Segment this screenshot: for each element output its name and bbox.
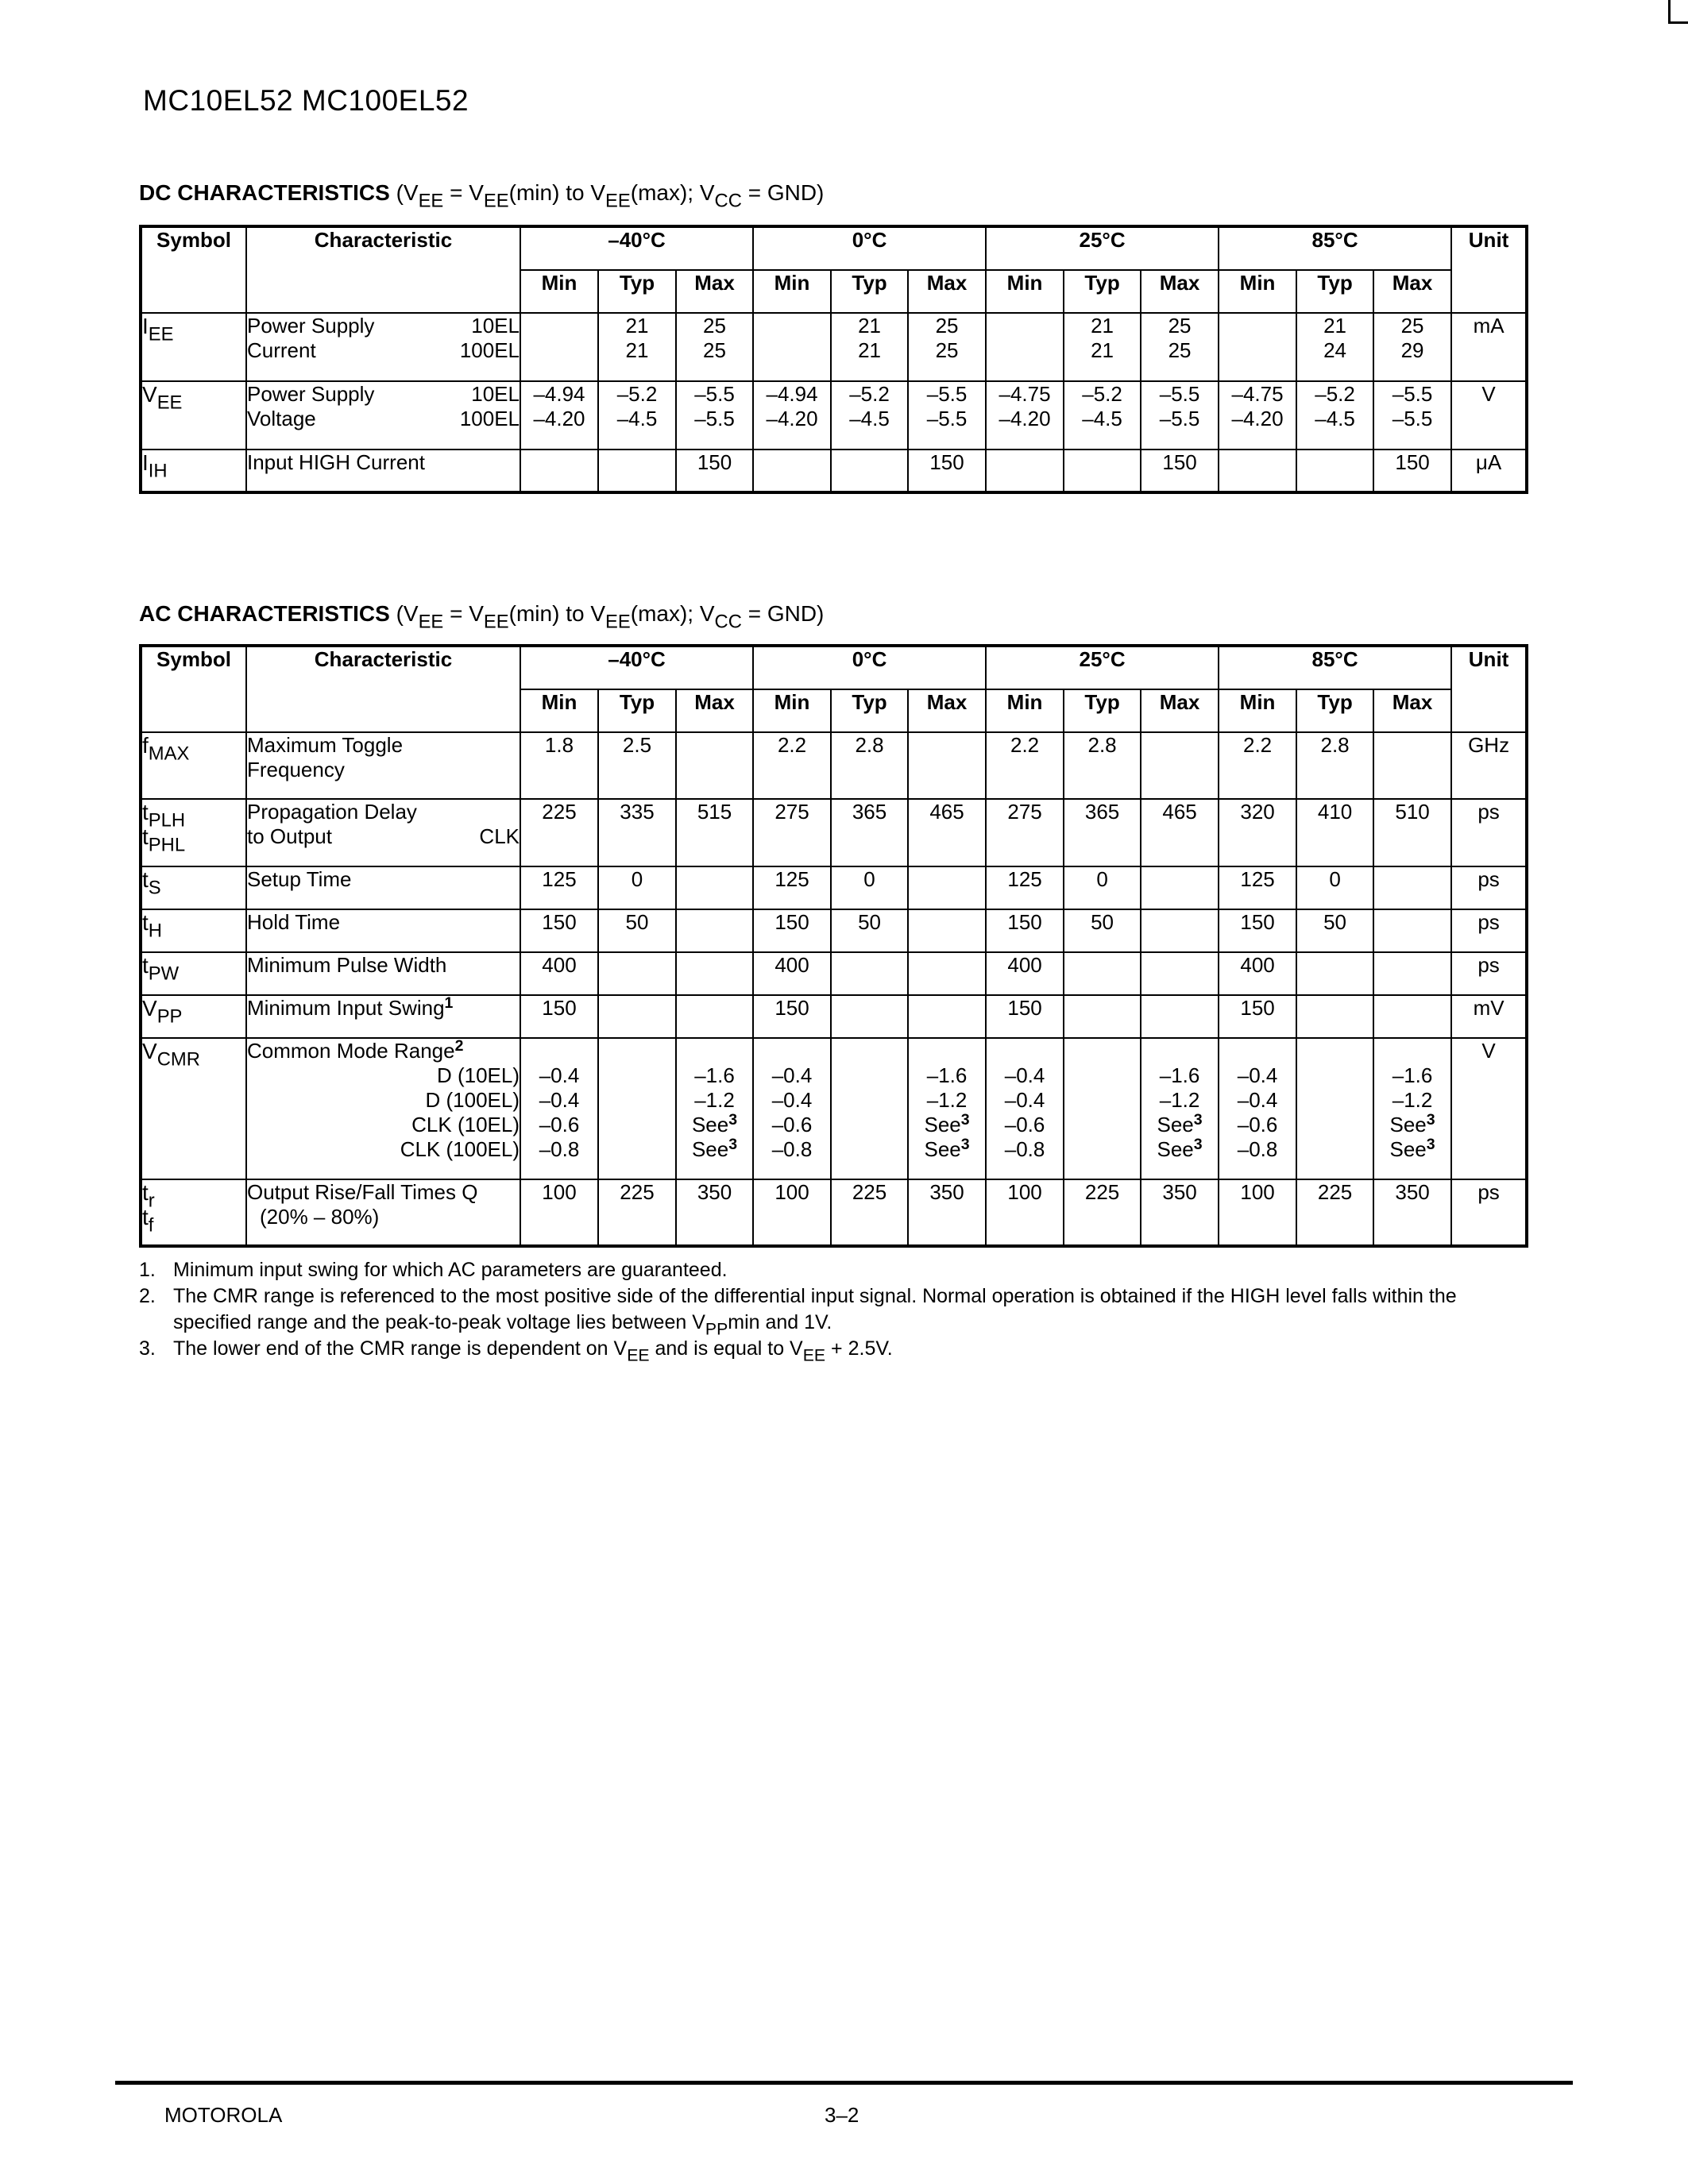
- value-cell: [598, 450, 676, 492]
- symbol-cell: $t_S$: [141, 866, 246, 909]
- value-cell: –5.2 –4.5: [831, 381, 908, 450]
- column-header-typ: Typ: [598, 689, 676, 732]
- value-cell: 350: [1373, 1179, 1451, 1246]
- value-cell: 150: [753, 995, 831, 1038]
- value-cell: 225: [831, 1179, 908, 1246]
- characteristic-cell: Maximum Toggle Frequency: [246, 732, 520, 799]
- value-cell: 150: [1373, 450, 1451, 492]
- value-cell: [1141, 732, 1219, 799]
- value-cell: 0: [598, 866, 676, 909]
- ac-row-tpw: [141, 952, 1527, 995]
- ac-section-title: AC CHARACTERISTICS ($V_{EE} = V_{EE}(\min)$ to $V_{EE}(\max)$; $V_{CC} = GND$): [139, 601, 825, 633]
- ac-row-trtf: [141, 1179, 1527, 1246]
- value-cell: 1.8: [520, 732, 598, 799]
- column-header-typ: Typ: [1296, 270, 1373, 313]
- value-cell: –4.75 –4.20: [1219, 381, 1296, 450]
- page-title: MC10EL52 MC100EL52: [143, 84, 469, 117]
- footnote-3: 3. The lower end of the CMR range is dependent on $V_{EE}$ and is equal to $V_{EE} + 2.5V$.: [139, 1337, 893, 1365]
- value-cell: 21 21: [831, 313, 908, 381]
- column-header-typ: Typ: [1064, 689, 1141, 732]
- value-cell: [1373, 866, 1451, 909]
- value-cell: [520, 450, 598, 492]
- ac-characteristics-table: [139, 644, 1528, 1248]
- unit-cell: μA: [1451, 450, 1527, 492]
- value-cell: [1219, 450, 1296, 492]
- cmr-max-cell: –1.6 –1.2 See$^3$ See$^3$: [1141, 1038, 1219, 1179]
- value-cell: 400: [753, 952, 831, 995]
- ac-temp-header: 25°C: [986, 646, 1219, 689]
- value-cell: [908, 952, 986, 995]
- value-cell: [598, 952, 676, 995]
- characteristic-cell: Minimum Input Swing$^1$: [246, 995, 520, 1038]
- cmr-min-cell: –0.4 –0.4 –0.6 –0.8: [1219, 1038, 1296, 1179]
- value-cell: [986, 450, 1064, 492]
- footer-brand: MOTOROLA: [164, 2103, 283, 2127]
- symbol-cell: $t_H$: [141, 909, 246, 952]
- cmr-typ-cell: [1064, 1038, 1141, 1179]
- symbol-cell: $t_{PW}$: [141, 952, 246, 995]
- column-header-typ: Typ: [598, 270, 676, 313]
- unit-cell: ps: [1451, 952, 1527, 995]
- value-cell: –5.5 –5.5: [1373, 381, 1451, 450]
- value-cell: 25 25: [676, 313, 753, 381]
- column-header-min: Min: [1219, 689, 1296, 732]
- characteristic-cell: Power Supply 10EL Voltage 100EL: [246, 381, 520, 450]
- value-cell: 225: [598, 1179, 676, 1246]
- value-cell: 125: [520, 866, 598, 909]
- value-cell: 275: [986, 799, 1064, 866]
- symbol-cell: $f_{MAX}$: [141, 732, 246, 799]
- value-cell: [1373, 732, 1451, 799]
- column-header-min: Min: [753, 689, 831, 732]
- dc-row-iee: [141, 313, 1527, 381]
- value-cell: [753, 450, 831, 492]
- value-cell: 350: [676, 1179, 753, 1246]
- characteristic-cell: Power Supply 10EL Current 100EL: [246, 313, 520, 381]
- characteristic-cell: Hold Time: [246, 909, 520, 952]
- characteristic-cell: Minimum Pulse Width: [246, 952, 520, 995]
- value-cell: [1064, 450, 1141, 492]
- cmr-typ-cell: [1296, 1038, 1373, 1179]
- value-cell: [1141, 866, 1219, 909]
- cmr-max-cell: –1.6 –1.2 See$^3$ See$^3$: [908, 1038, 986, 1179]
- value-cell: 150: [1219, 995, 1296, 1038]
- column-header-typ: Typ: [831, 689, 908, 732]
- cmr-max-cell: –1.6 –1.2 See$^3$ See$^3$: [1373, 1038, 1451, 1179]
- value-cell: 2.8: [1296, 732, 1373, 799]
- footnote-1: 1. Minimum input swing for which AC parameters are guaranteed.: [139, 1259, 728, 1281]
- column-header-min: Min: [520, 689, 598, 732]
- value-cell: 125: [986, 866, 1064, 909]
- value-cell: 100: [986, 1179, 1064, 1246]
- value-cell: [986, 313, 1064, 381]
- value-cell: 225: [1296, 1179, 1373, 1246]
- value-cell: 150: [520, 909, 598, 952]
- value-cell: 2.2: [986, 732, 1064, 799]
- value-cell: 100: [1219, 1179, 1296, 1246]
- dc-temp-header: 0°C: [753, 226, 986, 270]
- value-cell: 410: [1296, 799, 1373, 866]
- value-cell: 25 25: [1141, 313, 1219, 381]
- value-cell: 275: [753, 799, 831, 866]
- value-cell: –5.5 –5.5: [908, 381, 986, 450]
- value-cell: 50: [831, 909, 908, 952]
- ac-header-unit: Unit: [1451, 646, 1527, 732]
- column-header-max: Max: [1141, 270, 1219, 313]
- dc-section-title: DC CHARACTERISTICS ($V_{EE} = V_{EE}(\min)$ to $V_{EE}(\max)$; $V_{CC} = GND$): [139, 180, 825, 212]
- value-cell: 100: [520, 1179, 598, 1246]
- value-cell: [1296, 450, 1373, 492]
- dc-header-row-1: [141, 226, 1527, 270]
- value-cell: 225: [520, 799, 598, 866]
- symbol-cell: $V_{CMR}$: [141, 1038, 246, 1179]
- value-cell: 365: [1064, 799, 1141, 866]
- column-header-min: Min: [986, 270, 1064, 313]
- column-header-max: Max: [908, 270, 986, 313]
- ac-row-fmax: [141, 732, 1527, 799]
- value-cell: [1296, 952, 1373, 995]
- value-cell: [831, 450, 908, 492]
- cmr-typ-cell: [831, 1038, 908, 1179]
- column-header-typ: Typ: [831, 270, 908, 313]
- value-cell: 335: [598, 799, 676, 866]
- cmr-min-cell: –0.4 –0.4 –0.6 –0.8: [986, 1038, 1064, 1179]
- value-cell: 150: [676, 450, 753, 492]
- cmr-min-cell: –0.4 –0.4 –0.6 –0.8: [753, 1038, 831, 1179]
- symbol-cell: $t_{PLH}$ $t_{PHL}$: [141, 799, 246, 866]
- value-cell: [908, 909, 986, 952]
- value-cell: –5.5 –5.5: [1141, 381, 1219, 450]
- dc-header-unit: Unit: [1451, 226, 1527, 313]
- dc-row-vee: [141, 381, 1527, 450]
- value-cell: [676, 995, 753, 1038]
- value-cell: [831, 995, 908, 1038]
- value-cell: [1141, 995, 1219, 1038]
- unit-cell: mA: [1451, 313, 1527, 381]
- value-cell: 2.8: [831, 732, 908, 799]
- unit-cell: ps: [1451, 909, 1527, 952]
- value-cell: 25 25: [908, 313, 986, 381]
- dc-temp-header: 25°C: [986, 226, 1219, 270]
- ac-row-vpp: [141, 995, 1527, 1038]
- characteristic-cell: Output Rise/Fall Times Q (20% – 80%): [246, 1179, 520, 1246]
- unit-cell: V: [1451, 381, 1527, 450]
- value-cell: [676, 732, 753, 799]
- column-header-max: Max: [1373, 270, 1451, 313]
- value-cell: [1141, 952, 1219, 995]
- value-cell: 150: [1219, 909, 1296, 952]
- ac-header-row-1: [141, 646, 1527, 689]
- value-cell: [1219, 313, 1296, 381]
- value-cell: 150: [986, 995, 1064, 1038]
- value-cell: 0: [1064, 866, 1141, 909]
- value-cell: [1064, 995, 1141, 1038]
- value-cell: [598, 995, 676, 1038]
- value-cell: –4.94 –4.20: [520, 381, 598, 450]
- column-header-max: Max: [908, 689, 986, 732]
- value-cell: 0: [831, 866, 908, 909]
- value-cell: –4.94 –4.20: [753, 381, 831, 450]
- value-cell: 100: [753, 1179, 831, 1246]
- column-header-min: Min: [753, 270, 831, 313]
- symbol-cell: $I_{IH}$: [141, 450, 246, 492]
- symbol-cell: $V_{PP}$: [141, 995, 246, 1038]
- ac-row-ts: [141, 866, 1527, 909]
- value-cell: [908, 866, 986, 909]
- value-cell: 320: [1219, 799, 1296, 866]
- ac-header-symbol: Symbol: [141, 646, 246, 732]
- ac-row-th: [141, 909, 1527, 952]
- value-cell: [908, 995, 986, 1038]
- value-cell: 225: [1064, 1179, 1141, 1246]
- unit-cell: ps: [1451, 1179, 1527, 1246]
- dc-temp-header: –40°C: [520, 226, 753, 270]
- value-cell: 400: [986, 952, 1064, 995]
- value-cell: [753, 313, 831, 381]
- ac-row-tplh: [141, 799, 1527, 866]
- value-cell: –5.5 –5.5: [676, 381, 753, 450]
- value-cell: 2.2: [753, 732, 831, 799]
- value-cell: [1296, 995, 1373, 1038]
- cmr-min-cell: –0.4 –0.4 –0.6 –0.8: [520, 1038, 598, 1179]
- value-cell: –5.2 –4.5: [1064, 381, 1141, 450]
- dc-row-iih: [141, 450, 1527, 492]
- column-header-max: Max: [1373, 689, 1451, 732]
- column-header-min: Min: [1219, 270, 1296, 313]
- unit-cell: mV: [1451, 995, 1527, 1038]
- dc-header-characteristic: Characteristic: [246, 226, 520, 313]
- ac-header-characteristic: Characteristic: [246, 646, 520, 732]
- value-cell: [1373, 952, 1451, 995]
- value-cell: 350: [1141, 1179, 1219, 1246]
- column-header-max: Max: [1141, 689, 1219, 732]
- value-cell: [908, 732, 986, 799]
- value-cell: 25 29: [1373, 313, 1451, 381]
- value-cell: –5.2 –4.5: [598, 381, 676, 450]
- value-cell: 21 21: [598, 313, 676, 381]
- value-cell: 150: [1141, 450, 1219, 492]
- dc-header-symbol: Symbol: [141, 226, 246, 313]
- unit-cell: ps: [1451, 799, 1527, 866]
- value-cell: [676, 909, 753, 952]
- footer-rule: [115, 2081, 1573, 2085]
- dc-temp-header: 85°C: [1219, 226, 1451, 270]
- value-cell: 465: [908, 799, 986, 866]
- value-cell: 400: [520, 952, 598, 995]
- value-cell: [1373, 995, 1451, 1038]
- characteristic-cell: Setup Time: [246, 866, 520, 909]
- footnote-2: 2. The CMR range is referenced to the most positive side of the differential input signal. Normal operation is obtained if the HIGH level falls within the specified range and the peak-to-peak voltage lies between $V_{PP}\min$ and 1V.: [139, 1285, 1457, 1339]
- column-header-typ: Typ: [1064, 270, 1141, 313]
- value-cell: 125: [753, 866, 831, 909]
- value-cell: 0: [1296, 866, 1373, 909]
- value-cell: 515: [676, 799, 753, 866]
- value-cell: 125: [1219, 866, 1296, 909]
- unit-cell: GHz: [1451, 732, 1527, 799]
- cmr-max-cell: –1.6 –1.2 See$^3$ See$^3$: [676, 1038, 753, 1179]
- dc-characteristics-table: [139, 225, 1528, 494]
- value-cell: 21 24: [1296, 313, 1373, 381]
- characteristic-cell: Propagation Delay to Output CLK: [246, 799, 520, 866]
- value-cell: [1141, 909, 1219, 952]
- value-cell: 150: [908, 450, 986, 492]
- value-cell: 21 21: [1064, 313, 1141, 381]
- value-cell: [676, 952, 753, 995]
- value-cell: 400: [1219, 952, 1296, 995]
- value-cell: 150: [986, 909, 1064, 952]
- symbol-cell: $V_{EE}$: [141, 381, 246, 450]
- cmr-typ-cell: [598, 1038, 676, 1179]
- column-header-min: Min: [520, 270, 598, 313]
- value-cell: 465: [1141, 799, 1219, 866]
- characteristic-cell: Input HIGH Current: [246, 450, 520, 492]
- column-header-min: Min: [986, 689, 1064, 732]
- value-cell: –4.75 –4.20: [986, 381, 1064, 450]
- column-header-max: Max: [676, 689, 753, 732]
- ac-temp-header: 0°C: [753, 646, 986, 689]
- ac-row-vcmr: [141, 1038, 1527, 1179]
- value-cell: 365: [831, 799, 908, 866]
- value-cell: [831, 952, 908, 995]
- ac-temp-header: –40°C: [520, 646, 753, 689]
- unit-cell: V: [1451, 1038, 1527, 1179]
- column-header-max: Max: [676, 270, 753, 313]
- value-cell: [1373, 909, 1451, 952]
- symbol-cell: $I_{EE}$: [141, 313, 246, 381]
- column-header-typ: Typ: [1296, 689, 1373, 732]
- value-cell: 2.8: [1064, 732, 1141, 799]
- page-corner-mark: [1668, 0, 1688, 24]
- value-cell: 150: [753, 909, 831, 952]
- value-cell: 50: [1064, 909, 1141, 952]
- characteristic-cell: Common Mode Range$^2$ D (10EL) D (100EL) CLK (10EL) CLK (100EL): [246, 1038, 520, 1179]
- value-cell: 350: [908, 1179, 986, 1246]
- value-cell: [676, 866, 753, 909]
- footer-page-number: 3–2: [825, 2103, 859, 2127]
- value-cell: 510: [1373, 799, 1451, 866]
- symbol-cell: $t_r$ $t_f$: [141, 1179, 246, 1246]
- value-cell: 2.2: [1219, 732, 1296, 799]
- value-cell: 150: [520, 995, 598, 1038]
- ac-temp-header: 85°C: [1219, 646, 1451, 689]
- unit-cell: ps: [1451, 866, 1527, 909]
- value-cell: [520, 313, 598, 381]
- value-cell: [1064, 952, 1141, 995]
- footnotes: [139, 1257, 1529, 1365]
- value-cell: 2.5: [598, 732, 676, 799]
- value-cell: 50: [1296, 909, 1373, 952]
- value-cell: 50: [598, 909, 676, 952]
- value-cell: –5.2 –4.5: [1296, 381, 1373, 450]
